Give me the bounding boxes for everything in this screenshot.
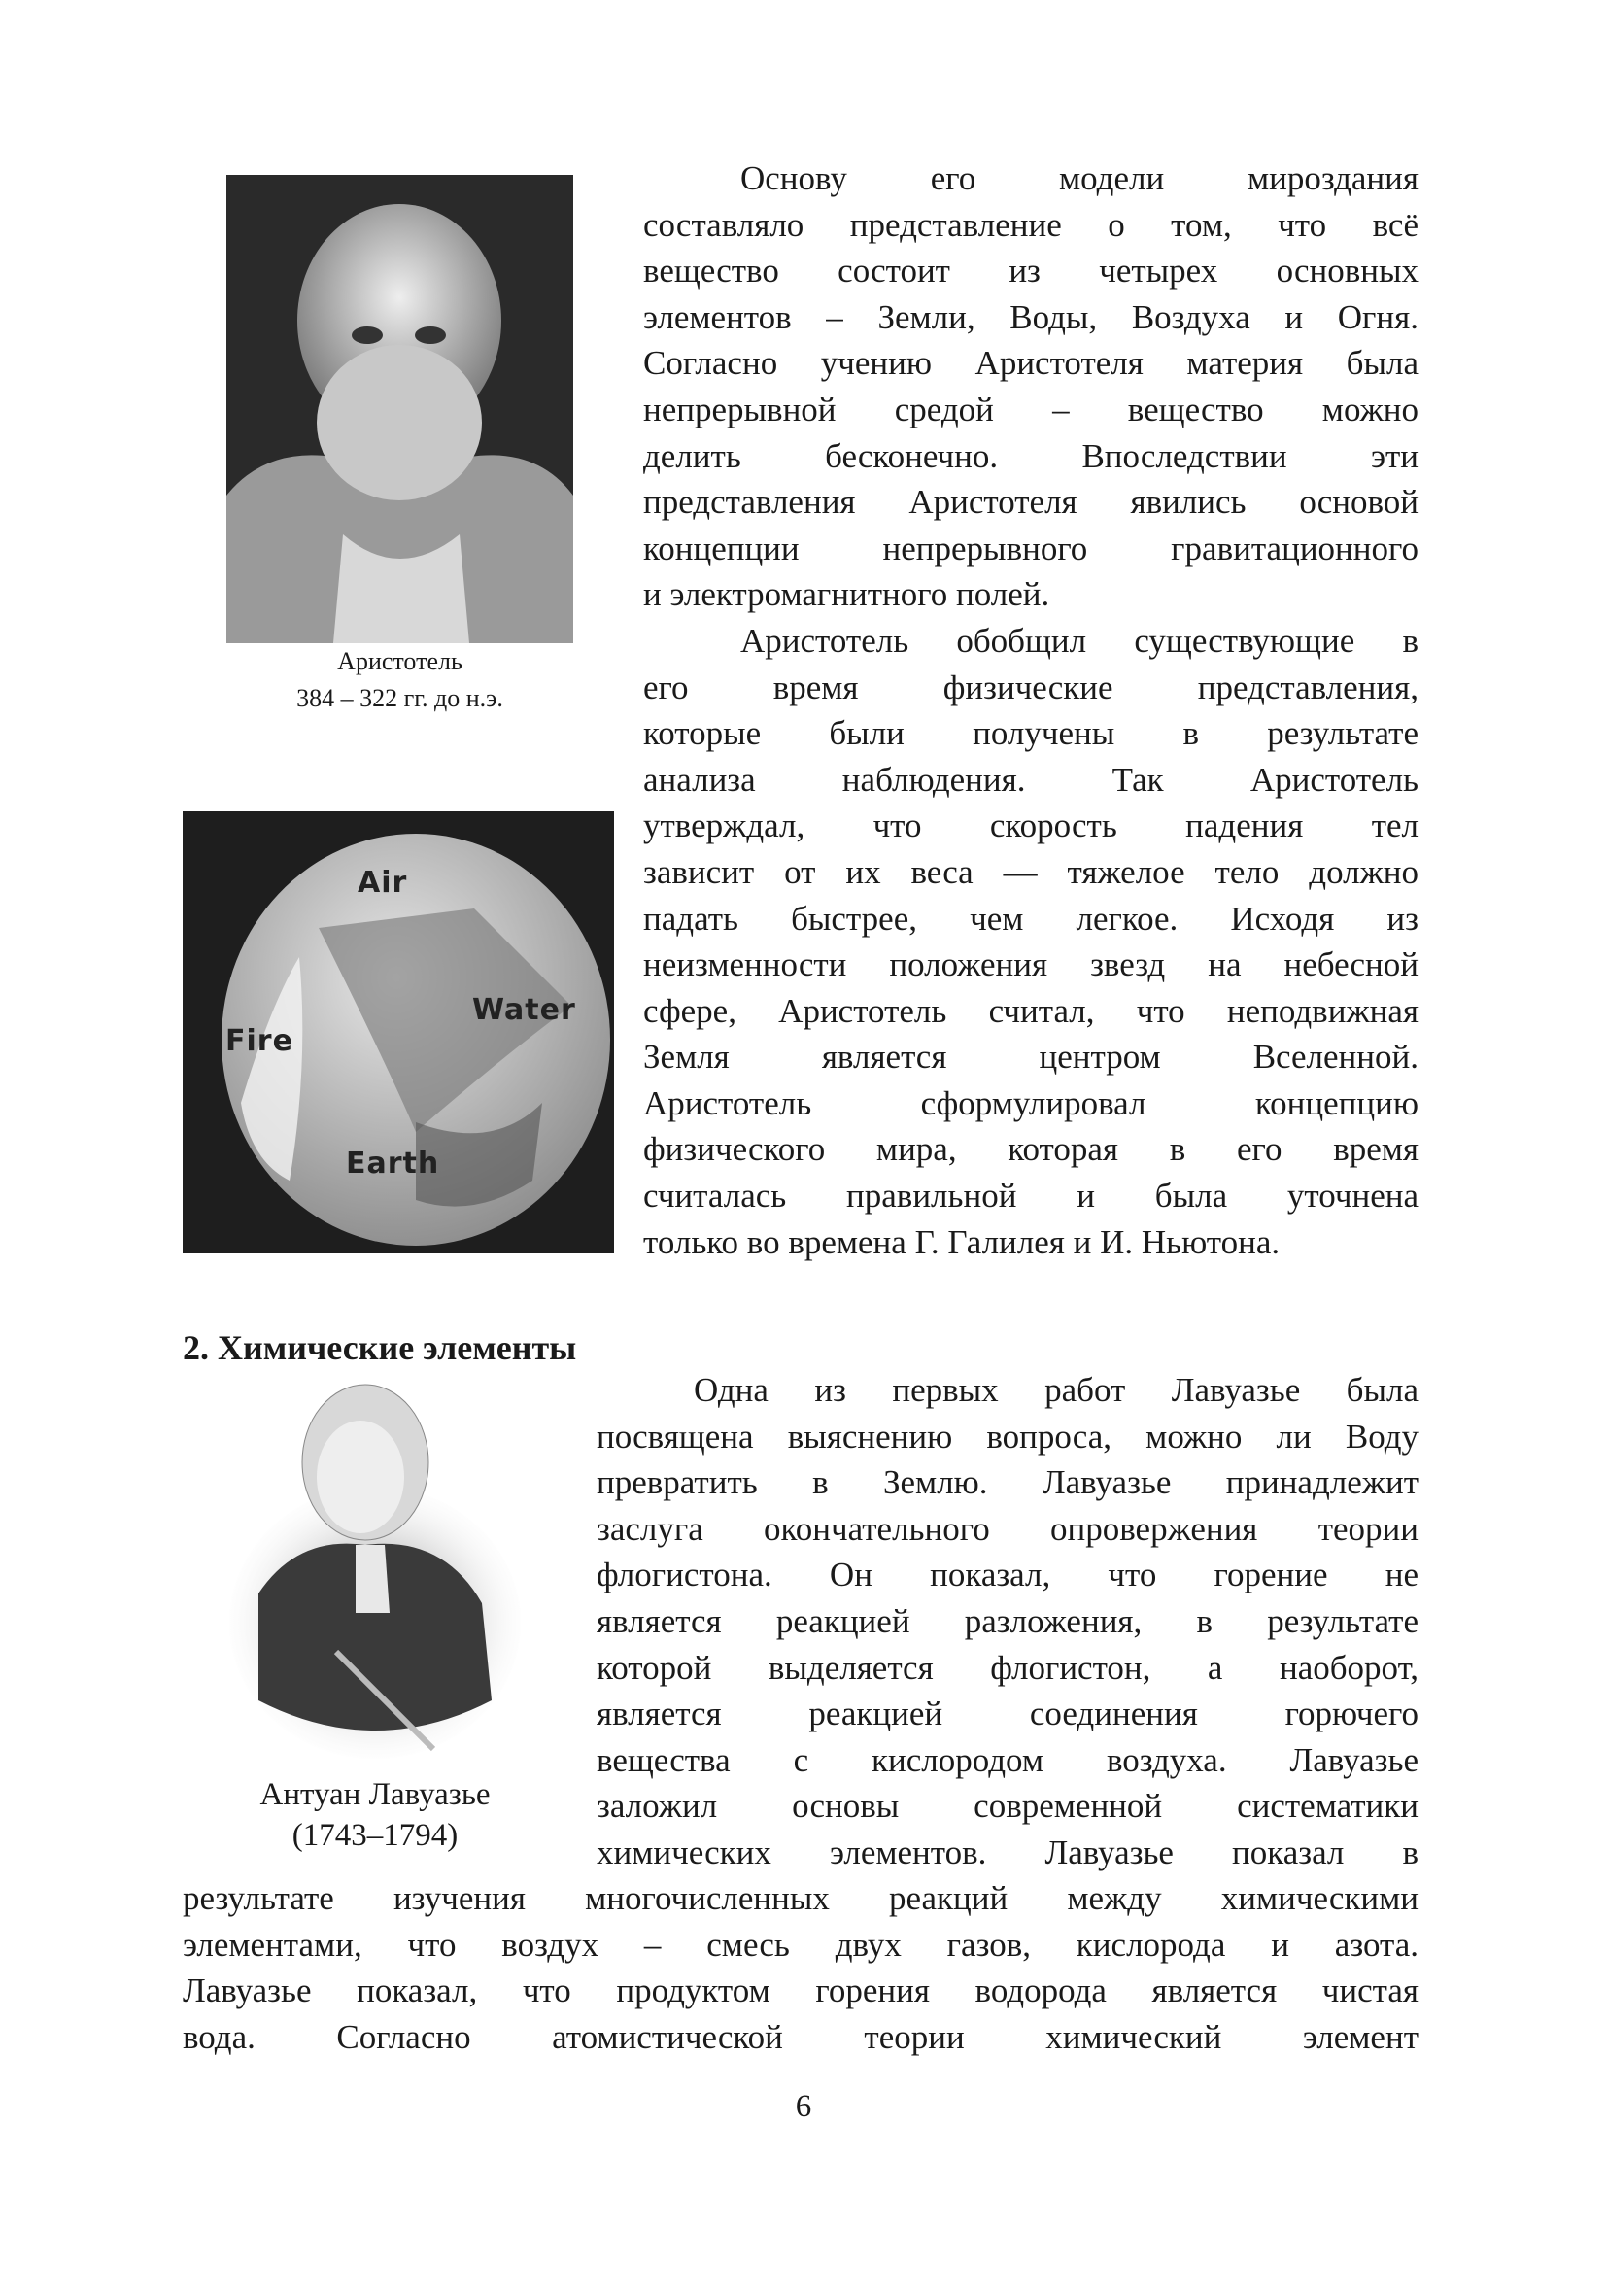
aristotle-text-column — [643, 155, 1419, 1265]
text-line: считалась правильной и была уточнена — [643, 1177, 1419, 1216]
text-line: зависит от их веса — тяжелое тело должно — [643, 852, 1419, 891]
text-line: вещества с кислородом воздуха. Лавуазье — [597, 1740, 1419, 1779]
text-line: посвящена выяснению вопроса, можно ли Воду — [597, 1417, 1419, 1456]
text-line: Лавуазье показал, что продуктом горения водорода является чистая — [183, 1971, 1419, 2010]
text-line: сфере, Аристотель считал, что неподвижная — [643, 991, 1419, 1030]
section-heading: 2. Химические элементы — [183, 1328, 577, 1367]
text-line: результате изучения многочисленных реакций между химическими — [183, 1879, 1419, 1917]
text-line: Одна из первых работ Лавуазье была — [694, 1371, 1419, 1409]
text-line: элементов – Земли, Воды, Воздуха и Огня. — [643, 297, 1419, 336]
four-elements-image — [183, 811, 614, 1253]
text-line: Земля является центром Вселенной. — [643, 1038, 1419, 1077]
text-line: анализа наблюдения. Так Аристотель — [643, 760, 1419, 799]
text-line: утверждал, что скорость падения тел — [643, 806, 1419, 845]
text-line: его время физические представления, — [643, 668, 1419, 706]
aristotle-dates: 384 – 322 гг. до н.э. — [296, 684, 503, 712]
text-line: заложил основы современной систематики — [597, 1787, 1419, 1826]
text-line: заслуга окончательного опровержения теории — [597, 1509, 1419, 1548]
text-line: составляло представление о том, что всё — [643, 205, 1419, 244]
label-air: Air — [358, 866, 408, 900]
aristotle-name: Аристотель — [337, 647, 462, 675]
lavoisier-portrait-image — [220, 1380, 530, 1761]
text-line: концепции непрерывного гравитационного — [643, 529, 1419, 567]
text-line: только во времена Г. Галилея и И. Ньютона. — [643, 1222, 1281, 1261]
text-line: Согласно учению Аристотеля материя была — [643, 344, 1419, 383]
text-line: вода. Согласно атомистической теории химический элемент — [183, 2017, 1419, 2056]
text-line: является реакцией соединения горючего — [597, 1695, 1419, 1733]
text-line: непрерывной средой – вещество можно — [643, 390, 1419, 428]
text-line: элементами, что воздух – смесь двух газов, кислорода и азота. — [183, 1925, 1419, 1964]
text-line: физического мира, которая в его время — [643, 1130, 1419, 1169]
text-line: флогистона. Он показал, что горение не — [597, 1556, 1419, 1594]
aristotle-bust-image — [226, 175, 573, 643]
text-line: Основу его модели мироздания — [740, 159, 1419, 197]
label-water: Water — [472, 993, 576, 1027]
text-line: и электромагнитного полей. — [643, 575, 1050, 614]
text-line: делить бесконечно. Впоследствии эти — [643, 436, 1419, 475]
text-line: падать быстрее, чем легкое. Исходя из — [643, 899, 1419, 938]
text-line: Аристотель сформулировал концепцию — [643, 1083, 1419, 1122]
label-fire: Fire — [225, 1024, 293, 1058]
label-earth: Earth — [346, 1147, 440, 1181]
text-line: неизменности положения звезд на небесной — [643, 945, 1419, 984]
text-line: которые были получены в результате — [643, 714, 1419, 753]
page-number: 6 — [795, 2089, 812, 2124]
full-width-text — [183, 1875, 1419, 2060]
text-line: вещество состоит из четырех основных — [643, 252, 1419, 291]
text-line: представления Аристотеля явились основой — [643, 483, 1419, 522]
text-line: которой выделяется флогистон, а наоборот, — [597, 1648, 1419, 1687]
text-line: является реакцией разложения, в результате — [597, 1601, 1419, 1640]
lavoisier-caption — [200, 1774, 550, 1856]
text-line: Аристотель обобщил существующие в — [740, 621, 1419, 660]
lavoisier-name: Антуан Лавуазье — [259, 1777, 491, 1812]
lavoisier-text-column — [597, 1367, 1419, 1876]
lavoisier-dates: (1743–1794) — [291, 1818, 459, 1853]
text-line: химических элементов. Лавуазье показал в — [597, 1833, 1419, 1871]
text-line: превратить в Землю. Лавуазье принадлежит — [597, 1463, 1419, 1502]
aristotle-caption — [226, 643, 573, 717]
